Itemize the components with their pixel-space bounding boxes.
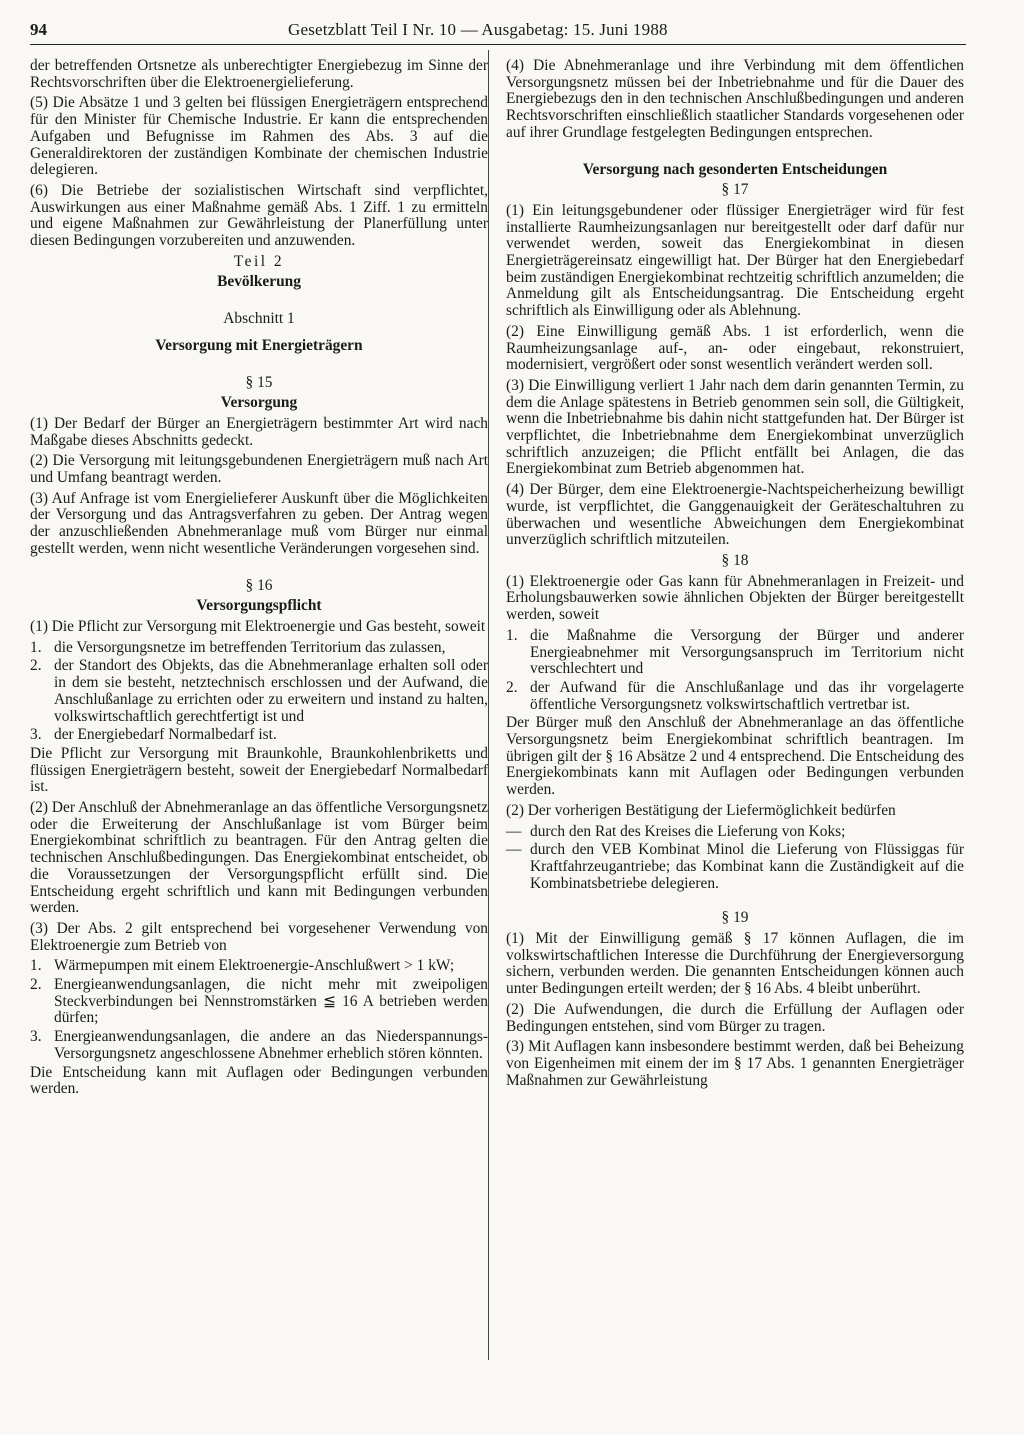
paragraph: (1) Die Pflicht zur Versorgung mit Elektroenergie und Gas besteht, soweit <box>30 617 486 635</box>
page-number: 94 <box>30 20 47 39</box>
paragraph: (4) Die Abnehmeranlage und ihre Verbindung mit dem öffentlichen Versorgungsnetz müssen bei der Inbetriebnahme und für die Dauer des Energiebezugs den in den technischen Anschlußbedingungen und anderen Rechtsvorschriften einschließlich staatlicher Standards vorgesehenen oder auf ihrer Grundlage festgelegten Bedingungen entsprechen. <box>506 57 964 141</box>
part-title: Bevölkerung <box>217 273 301 291</box>
paragraph: (3) Mit Auflagen kann insbesondere bestimmt werden, daß bei Beheizung von Eigenheimen mit einem der im § 17 Abs. 1 genannten Energieträger Maßnahmen zur Gewährleistung <box>506 1038 964 1089</box>
paragraph: (2) Die Aufwendungen, die durch die Erfüllung der Auflagen oder Bedingungen entstehen, sind vom Bürger zu tragen. <box>506 1000 964 1035</box>
list-item: 3. Energieanwendungsanlagen, die andere an das Niederspannungs-Versorgungsnetz angeschlossene Abnehmer erheblich stören könnten. <box>30 1028 488 1062</box>
paragraph: (1) Mit der Einwilligung gemäß § 17 können Auflagen, die im volkswirtschaftlichen Interesse die Durchführung der Energieversorgung sichern, verbunden werden. Die genannten Entscheidungen können auch unter Bedingungen erteilt werden; der § 16 Abs. 4 bleibt unberührt. <box>506 930 964 998</box>
paragraph: Die Pflicht zur Versorgung mit Braunkohle, Braunkohlenbriketts und flüssigen Energieträgern besteht, soweit der Energiebedarf Normalbedarf ist. <box>30 744 488 796</box>
paragraph-number: § 18 <box>721 551 749 569</box>
paragraph: (1) Elektroenergie oder Gas kann für Abnehmeranlagen in Freizeit- und Erholungsbauwerken sowie ähnlichen Objekten der Bürger bereitgestellt werden, soweit <box>506 572 964 624</box>
paragraph: (3) Auf Anfrage ist vom Energielieferer Auskunft über die Möglichkeiten der Versorgung und das Antragsverfahren zu geben. Der Antrag wegen der anzuschließenden Abnehmeranlage muß vom Bürger nur einmal gestellt werden, wenn nicht wesentliche Veränderungen vorgesehen sind. <box>30 489 488 557</box>
section-title: Versorgung nach gesonderten Entscheidungen <box>582 160 888 178</box>
paragraph: (4) Der Bürger, dem eine Elektroenergie-Nachtspeicherheizung bewilligt wurde, ist verpflichtet, die Ganggenauigkeit der Geräteschaltuhren zu überwachen und wesentliche Abweichungen dem Energiekombinat unverzüglich schriftlich mitzuteilen. <box>506 481 964 549</box>
paragraph-number: § 17 <box>721 181 749 199</box>
paragraph: Die Entscheidung kann mit Auflagen oder Bedingungen verbunden werden. <box>30 1063 488 1098</box>
left-column <box>30 58 488 1102</box>
paragraph: der betreffenden Ortsnetze als unberechtigter Energiebezug im Sinne der Rechtsvorschriften über die Elektroenergielieferung. <box>30 57 488 91</box>
paragraph: (1) Ein leitungsgebundener oder flüssiger Energieträger wird für fest installierte Raumheizungsanlagen nur bereitgestellt oder darf dafür nur verwendet werden, soweit das Energiekombinat in diesen Energieträgereinsatz eingewilligt hat. Der Bürger hat den Energiebedarf beim zuständigen Energiekombinat rechtzeitig schriftlich anzumelden; die Anmeldung gilt als Entscheidungsantrag. Die Entscheidung ergeht schriftlich als Einwilligung oder als Ablehnung. <box>506 201 964 320</box>
list-item: — durch den VEB Kombinat Minol die Lieferung von Flüssiggas für Kraftfahrzeugantriebe; das Kombinat kann die Zuständigkeit auf die Kombinatsbetriebe delegieren. <box>506 841 964 892</box>
paragraph: (5) Die Absätze 1 und 3 gelten bei flüssigen Energieträgern entsprechend für den Minister für Chemische Industrie. Er kann die entsprechenden Aufgaben und Befugnisse im Rahmen des Abs. 3 auf die Generaldirektoren der zuständigen Kombinate der chemischen Industrie delegieren. <box>30 94 488 179</box>
paragraph-title: Versorgungspflicht <box>196 597 322 615</box>
paragraph-title: Versorgung <box>220 394 298 412</box>
column-divider <box>488 50 489 1360</box>
paragraph: (2) Der vorherigen Bestätigung der Liefermöglichkeit bedürfen <box>506 801 896 819</box>
paragraph: (2) Der Anschluß der Abnehmeranlage an das öffentliche Versorgungsnetz oder die Erweiterung der Anschlußanlage ist vom Bürger beim Energiekombinat schriftlich zu beantragen. Für den Antrag gelten die technischen Anschlußbedingungen. Das Energiekombinat entscheidet, ob die Voraussetzungen der Versorgungspflicht erfüllt sind. Die Entscheidung ergeht schriftlich und kann mit Bedingungen verbunden werden. <box>30 799 488 917</box>
list-item: — durch den Rat des Kreises die Lieferung von Koks; <box>506 822 846 840</box>
paragraph: (3) Der Abs. 2 gilt entsprechend bei vorgesehener Verwendung von Elektroenergie zum Betrieb von <box>30 919 488 954</box>
page-header <box>30 18 966 45</box>
list-item: 2. der Aufwand für die Anschlußanlage und das ihr vorgelagerte öffentliche Versorgungsnetz volkswirtschaftlich vertretbar ist. <box>506 678 964 713</box>
right-column <box>506 58 964 1093</box>
list-item: 1. die Maßnahme die Versorgung der Bürger und anderer Energieabnehmer mit Versorgungsanspruch im Territorium nicht verschlechtert und <box>506 626 964 678</box>
part-heading: Teil 2 <box>233 252 285 270</box>
paragraph: (2) Die Versorgung mit leitungsgebundenen Energieträgern muß nach Art und Umfang beantragt werden. <box>30 452 488 487</box>
paragraph-number: § 16 <box>245 576 273 594</box>
paragraph: Der Bürger muß den Anschluß der Abnehmeranlage an das öffentliche Versorgungsnetz beim Energiekombinat schriftlich beantragen. Im übrigen gilt der § 16 Absätze 2 und 4 entsprechend. Die Entscheidung des Energiekombinats kann mit Auflagen oder Bedingungen verbunden werden. <box>506 714 964 799</box>
paragraph-number: § 15 <box>245 373 273 391</box>
list-item: 2. Energieanwendungsanlagen, die nicht mehr mit zweipoligen Steckverbindungen bei Nennstromstärken ≦ 16 A betrieben werden dürfen; <box>30 976 488 1027</box>
section-heading: Abschnitt 1 <box>223 310 295 328</box>
section-title: Versorgung mit Energieträgern <box>155 336 363 354</box>
list-item: 3. der Energiebedarf Normalbedarf ist. <box>30 726 277 744</box>
paragraph: (1) Der Bedarf der Bürger an Energieträgern bestimmter Art wird nach Maßgabe dieses Abschnitts gedeckt. <box>30 414 488 449</box>
list-item: 1. Wärmepumpen mit einem Elektroenergie-Anschlußwert > 1 kW; <box>30 957 455 975</box>
paragraph: (6) Die Betriebe der sozialistischen Wirtschaft sind verpflichtet, Auswirkungen aus einer Maßnahme gemäß Abs. 1 Ziff. 1 zu ermitteln und eigene Maßnahmen zur Gewährleistung der Planerfüllung unter diesen Bedingungen vorzubereiten und anzuwenden. <box>30 181 488 250</box>
paragraph: (2) Eine Einwilligung gemäß Abs. 1 ist erforderlich, wenn die Raumheizungsanlage auf-, an- oder eingebaut, rekonstruiert, modernisiert, vergrößert oder sonst wesentlich verändert werden soll. <box>506 322 964 374</box>
paragraph: (3) Die Einwilligung verliert 1 Jahr nach dem darin genannten Termin, zu dem die Anlage spätestens in Betrieb genommen sein soll, die Gültigkeit, wenn die Inbetriebnahme bis dahin nicht stattgefunden hat. Der Bürger ist verpflichtet, die Inbetriebnahme dem Energiekombinat unverzüglich schriftlich anzuzeigen; die Pflicht entfällt bei Anlagen, die das Energiekombinat zum Betrieb abgenommen hat. <box>506 376 964 478</box>
running-title: Gesetzblatt Teil I Nr. 10 — Ausgabetag: 15. Juni 1988 <box>288 20 668 39</box>
list-item: 1. die Versorgungsnetze im betreffenden Territorium das zulassen, <box>30 638 446 656</box>
paragraph-number: § 19 <box>721 909 749 927</box>
list-item: 2. der Standort des Objekts, das die Abnehmeranlage erhalten soll oder in dem sie besteht, netztechnisch erschlossen und der Aufwand, die Anschlußanlage zu errichten oder zu erweitern und instand zu halten, volkswirtschaftlich gerechtfertigt ist und <box>30 657 488 725</box>
